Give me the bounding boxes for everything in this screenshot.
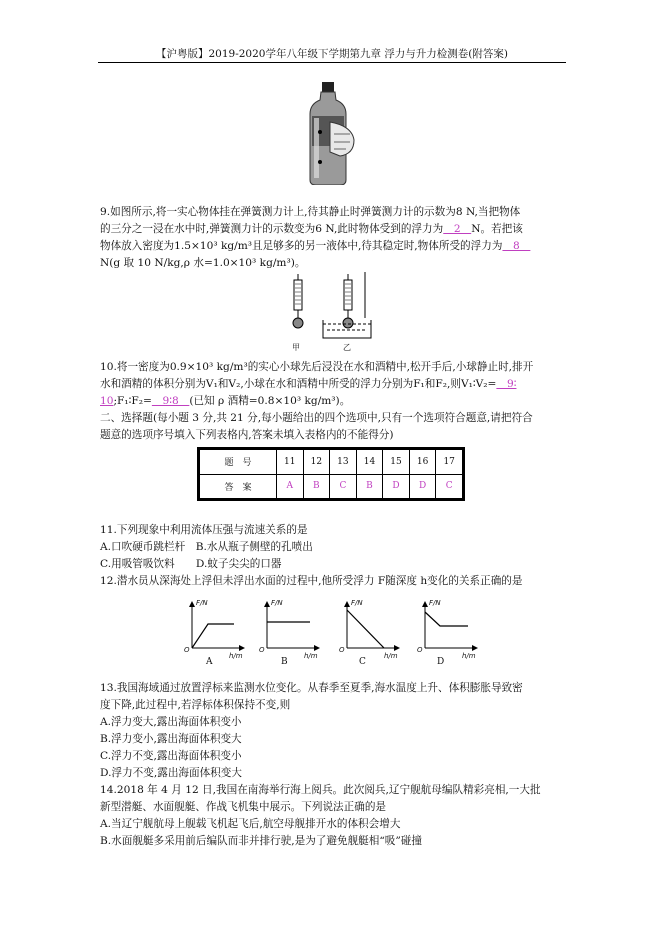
question-number: 17 [436,450,463,475]
row-label: 题 号 [200,450,277,475]
graph-b-label: B [281,657,288,667]
graph-b [267,602,319,648]
graph-a-xlabel: h/m [229,652,243,660]
q13-option-b: B.浮力变小,露出海面体积变大 [100,733,242,745]
graph-d-xlabel: h/m [462,652,476,660]
q10-answer-1b: 10 [100,395,114,407]
answer-cell: B [356,474,383,499]
answer-cell: D [383,474,410,499]
figure-label-yi: 乙 [343,343,351,352]
answer-table [197,447,465,501]
q13-option-a: A.浮力变大,露出海面体积变小 [100,716,242,728]
q10-line3: 10;F₁∶F₂= 9∶8 (已知 ρ 酒精=0.8×10³ kg/m³)。 [100,395,351,407]
graph-a-origin: O [184,646,190,654]
answer-table-answer-row [200,474,463,499]
answer-cell: D [409,474,436,499]
header-divider [98,62,566,63]
bottle-figure [300,82,358,185]
q13-line2: 度下降,此过程中,若浮标体积保持不变,则 [100,699,291,711]
q11-stem: 11.下列现象中利用流体压强与流速关系的是 [100,524,308,536]
question-number: 16 [409,450,436,475]
q13-line1: 13.我国海域通过放置浮标来监测水位变化。从春季至夏季,海水温度上升、体积膨胀导致密 [100,682,523,694]
graph-a-label: A [206,657,213,667]
q12-stem: 12.潜水员从深海处上浮但未浮出水面的过程中,他所受浮力 F随深度 h变化的关系正确的是 [100,575,523,587]
q13-option-c: C.浮力不变,露出海面体积变小 [100,750,242,762]
graph-c-xlabel: h/m [384,652,398,660]
q14-option-a: A.当辽宁舰航母上舰载飞机起飞后,航空母舰排开水的体积会增大 [100,818,401,830]
answer-cell: C [330,474,357,499]
section2-heading-line1: 二、选择题(每小题 3 分,共 21 分,每小题给出的四个选项中,只有一个选项符合题意,请把符合 [100,412,533,424]
q14-line1: 14.2018 年 4 月 12 日,我国在南海举行海上阅兵。此次阅兵,辽宁舰航母编队精彩亮相,一大批 [100,784,541,796]
question-number: 15 [383,450,410,475]
graph-d-label: D [437,657,445,667]
q11-options-cd: C.用吸管吸饮料 D.蚊子尖尖的口器 [100,558,282,570]
answer-cell: A [277,474,304,499]
graph-c-ylabel: F/N [351,599,363,607]
document-header: 【沪粤版】2019-2020学年八年级下学期第九章 浮力与升力检测卷(附答案) [155,48,509,60]
section2-heading-line2: 题意的选项序号填入下列表格内,答案未填入表格内的不能得分) [100,429,394,441]
q13-option-d: D.浮力不变,露出海面体积变大 [100,767,242,779]
q9-line1: 9.如图所示,将一实心物体挂在弹簧测力计上,待其静止时弹簧测力计的示数为8 N,当把物体 [100,206,521,218]
graph-b-xlabel: h/m [304,652,318,660]
q11-options-ab: A.口吹硬币跳栏杆 B.水从瓶子侧壁的孔喷出 [100,541,313,553]
q9-answer-1: 2 [443,223,472,235]
q14-line2: 新型潜艇、水面舰艇、作战飞机集中展示。下列说法正确的是 [100,801,387,813]
q10-answer-2: 9∶8 [151,395,190,407]
q9-line4: N(g 取 10 N/kg,ρ 水=1.0×10³ kg/m³)。 [100,257,306,269]
answer-table-number-row [200,450,463,475]
question-number: 14 [356,450,383,475]
q9-line3: 物体放入密度为1.5×10³ kg/m³且足够多的另一液体中,待其稳定时,物体所受的浮力为 8 [100,240,531,252]
q10-line2: 水和酒精的体积分别为V₁和V₂,小球在水和酒精中所受的浮力分别为F₁和F₂,则V₁∶V₂= 9∶ [100,378,517,390]
q10-answer-1a: 9∶ [496,378,517,390]
figure-label-jia: 甲 [292,343,300,352]
row-label: 答 案 [200,474,277,499]
question-number: 13 [330,450,357,475]
graph-d-ylabel: F/N [429,599,441,607]
graph-c [347,602,399,648]
graph-b-origin: O [259,646,265,654]
graph-d-origin: O [417,646,423,654]
answer-cell: B [303,474,330,499]
answer-cell: C [436,474,463,499]
graph-c-origin: O [339,646,345,654]
question-number: 12 [303,450,330,475]
graph-b-ylabel: F/N [271,599,283,607]
graph-a-ylabel: F/N [196,599,208,607]
q14-option-b: B.水面舰艇多采用前后编队而非并排行驶,是为了避免舰艇相“吸”碰撞 [100,835,422,847]
q9-answer-2: 8 [502,240,531,252]
spring-scale-figure [285,272,375,352]
question-number: 11 [277,450,304,475]
q10-line1: 10.将一密度为0.9×10³ kg/m³的实心小球先后浸没在水和酒精中,松开手后,小球静止时,排开 [100,361,534,373]
graph-a [192,602,244,648]
q9-line2: 的三分之一浸在水中时,弹簧测力计的示数变为6 N,此时物体受到的浮力为 2 N。若把该 [100,223,523,235]
graph-d [425,602,477,648]
graph-c-label: C [359,657,366,667]
